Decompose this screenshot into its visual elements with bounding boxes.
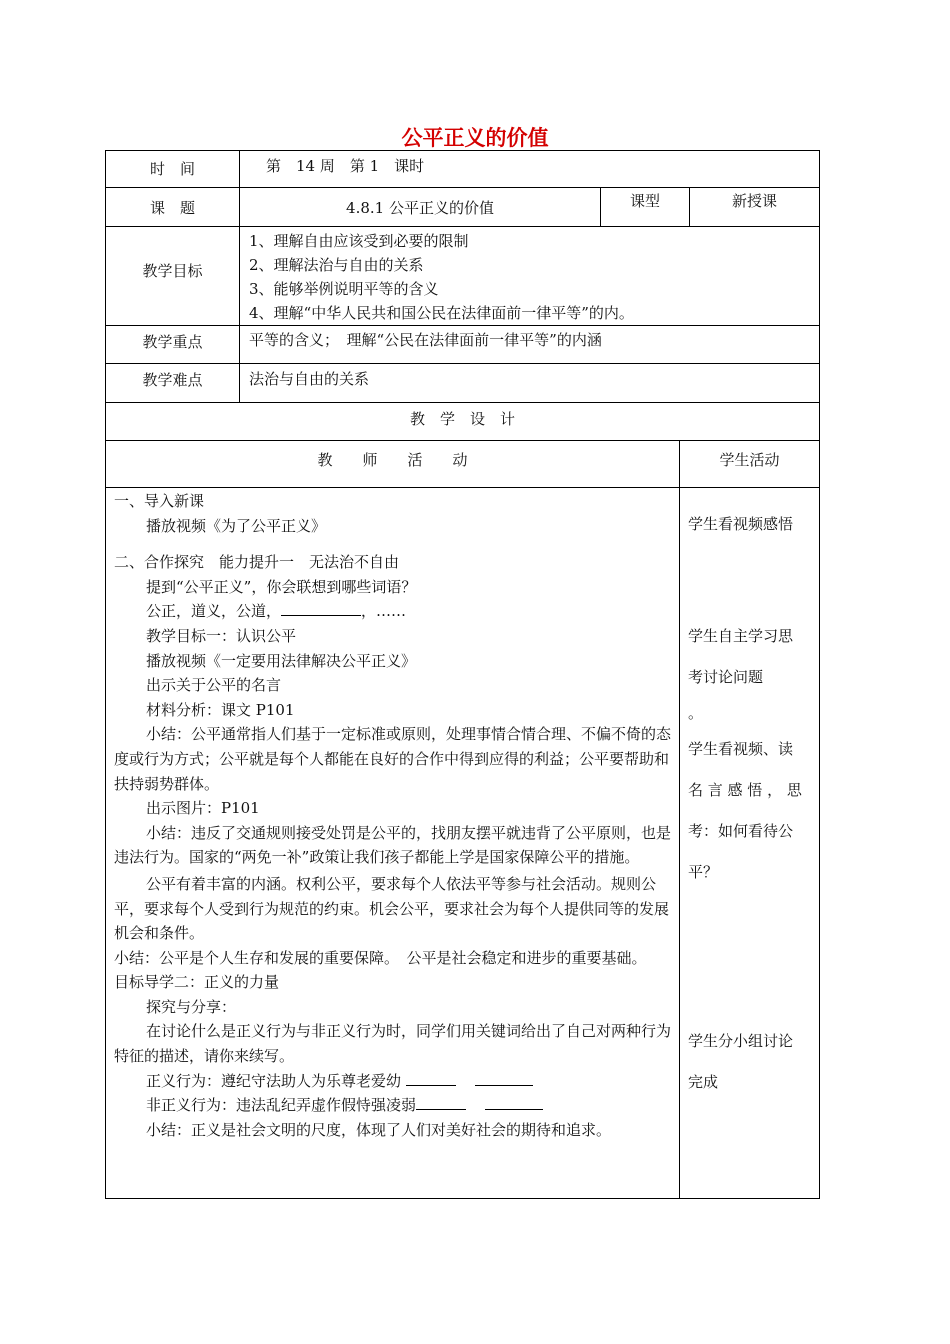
goal-item: 2、理解法治与自由的关系	[249, 256, 424, 274]
time-value: 第 14 周 第 1 课时	[266, 157, 425, 175]
key-points-label: 教学重点	[142, 333, 203, 351]
fill-blank	[416, 1095, 466, 1110]
activity-line: 探究与分享：	[146, 997, 237, 1016]
student-activity-4: 学生分小组讨论 完成	[688, 1032, 794, 1091]
section-heading: 目标导学二：正义的力量	[114, 973, 280, 992]
activity-line: 小结：正义是社会文明的尺度，体现了人们对美好社会的期待和追求。	[146, 1120, 612, 1139]
activity-line: 正义行为：遵纪守法助人为乐尊老爱幼	[114, 1069, 672, 1094]
lesson-type-label: 课型	[629, 192, 660, 210]
summary-paragraph: 在讨论什么是正义行为与非正义行为时，同学们用关键词给出了自己对两种行为特征的描述，请你来续写。	[114, 1022, 672, 1066]
activity-line: 播放视频《为了公平正义》	[146, 516, 327, 535]
goals-label: 教学目标	[142, 262, 203, 280]
fill-blank	[485, 1095, 543, 1110]
fill-blank	[475, 1071, 533, 1086]
student-activity-header: 学生活动	[719, 451, 780, 469]
activity-line: 材料分析：课文 P101	[146, 700, 295, 719]
summary-paragraph: 小结：违反了交通规则接受处罚是公平的，找朋友摆平就违背了公平原则，也是违法行为。国家的“两免一补”政策让我们孩子都能上学是国家保障公平的措施。	[114, 823, 672, 867]
time-label: 时 间	[149, 160, 195, 178]
difficult-points-value: 法治与自由的关系	[249, 370, 370, 388]
topic-value: 4.8.1 公平正义的价值	[346, 199, 494, 217]
activity-line: 非正义行为：违法乱纪弄虚作假恃强凌弱	[114, 1093, 672, 1118]
goal-item: 4、理解“中华人民共和国公民在法律面前一律平等”的内。	[249, 304, 634, 322]
summary-paragraph: 小结：公平通常指人们基于一定标准或原则，处理事情合情合理、不偏不倚的态度或行为方式；公平就是每个人都能在良好的合作中得到应得的利益；公平要帮助和扶持弱势群体。	[114, 725, 672, 793]
student-activity-2: 学生自主学习思 考讨论问题 。	[688, 627, 794, 722]
page-title: 公平正义的价值	[401, 126, 549, 150]
activity-line: 提到“公平正义”，你会联想到哪些词语？	[146, 577, 417, 596]
goals-list	[249, 229, 814, 325]
student-activity-1: 学生看视频感悟	[688, 515, 794, 533]
goal-item: 3、能够举例说明平等的含义	[249, 280, 439, 298]
fill-blank	[281, 601, 361, 616]
activity-line: 播放视频《一定要用法律解决公平正义》	[146, 651, 417, 670]
lesson-type-value: 新授课	[731, 192, 777, 210]
teacher-activity-header: 教 师 活 动	[317, 451, 468, 469]
summary-paragraph: 公平有着丰富的内涵。权利公平，要求每个人依法平等参与社会活动。规则公平，要求每个人受到行为规范的约束。机会公平，要求社会为每个人提供同等的发展机会和条件。	[114, 874, 670, 943]
summary-paragraph: 小结：公平是个人生存和发展的重要保障。 公平是社会稳定和进步的重要基础。	[114, 948, 647, 967]
fill-blank	[406, 1071, 456, 1086]
design-header: 教 学 设 计	[409, 410, 515, 428]
topic-label: 课 题	[149, 199, 195, 217]
activity-line: 教学目标一：认识公平	[146, 626, 297, 645]
teacher-activity-body	[114, 489, 672, 1142]
section-heading: 二、合作探究 能力提升一 无法治不自由	[114, 553, 400, 572]
activity-line: 公正，道义，公道， ，……	[146, 602, 407, 621]
key-points-value: 平等的含义； 理解“公民在法律面前一律平等”的内涵	[249, 331, 602, 349]
difficult-points-label: 教学难点	[142, 371, 203, 389]
student-activity-3: 学生看视频、读 名 言 感 悟 ， 思 考：如何看待公 平？	[688, 740, 802, 881]
activity-line: 出示图片：P101	[146, 799, 260, 818]
section-heading: 一、导入新课	[114, 492, 205, 510]
activity-line: 出示关于公平的名言	[146, 676, 282, 695]
goal-item: 1、理解自由应该受到必要的限制	[249, 232, 469, 250]
